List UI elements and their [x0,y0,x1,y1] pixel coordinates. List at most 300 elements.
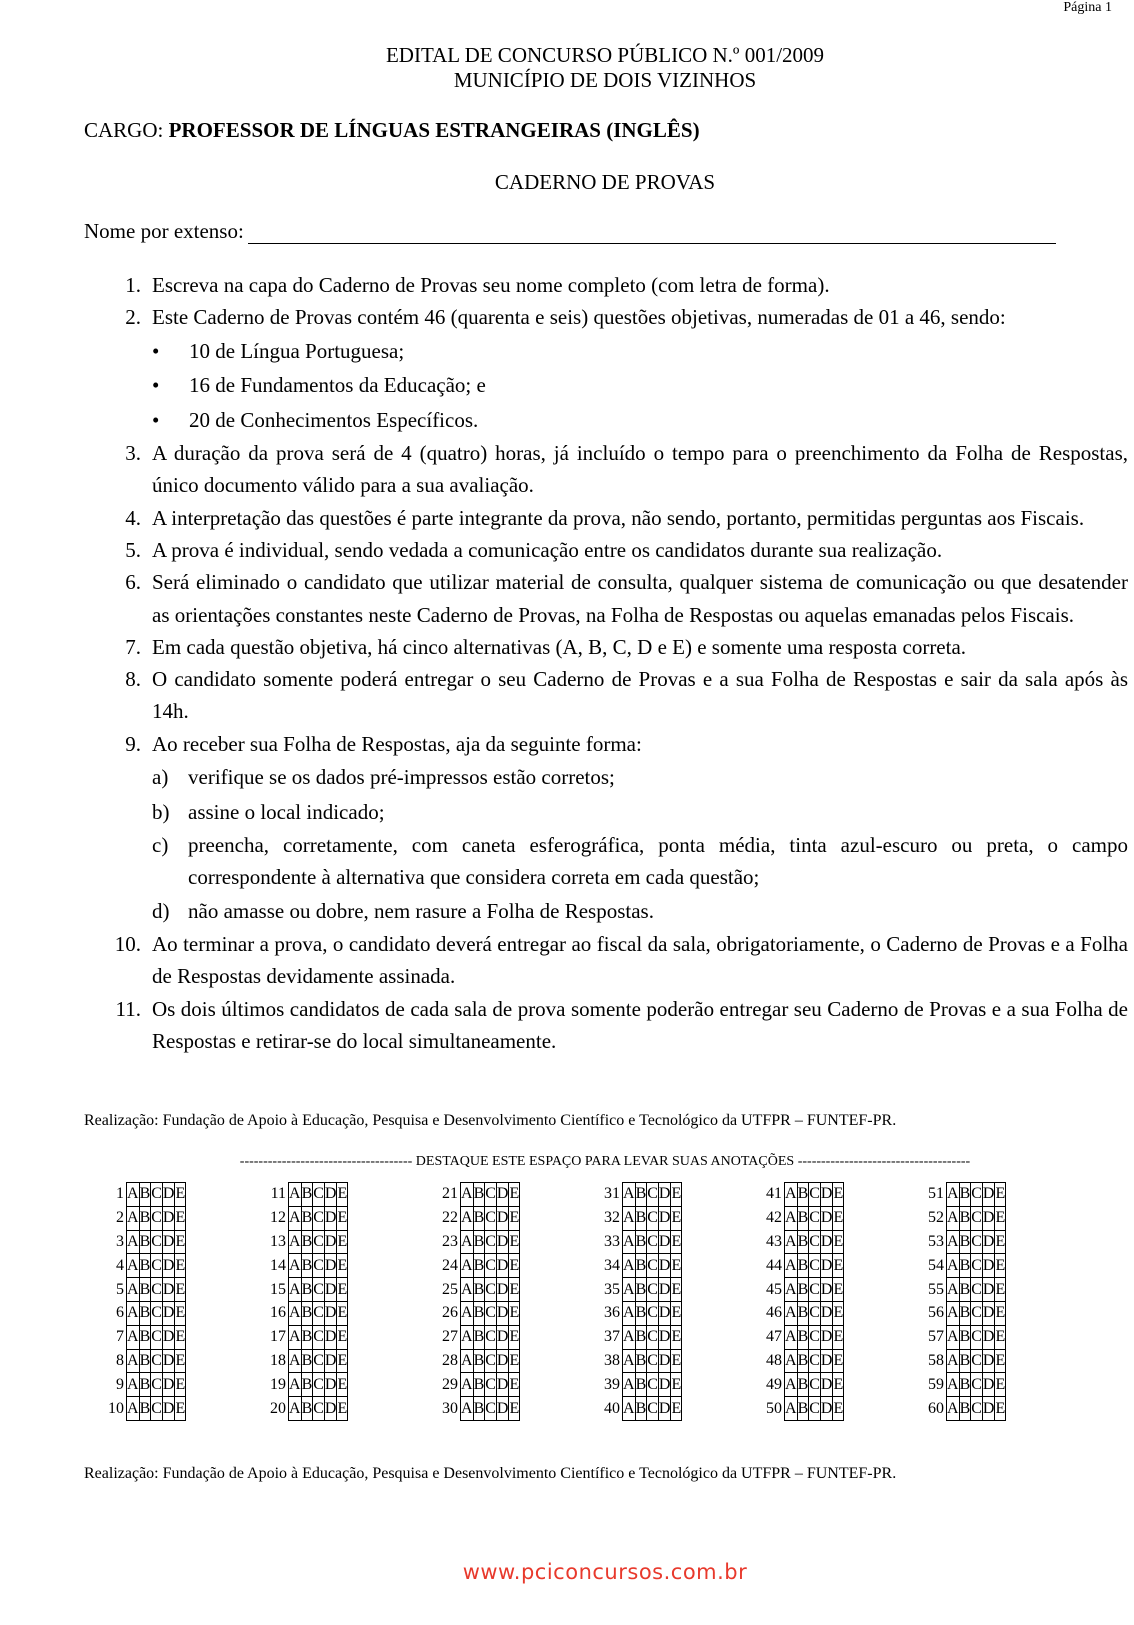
instruction-number: 5. [125,537,141,562]
answer-option: D [324,1373,337,1397]
answer-option: C [647,1397,659,1421]
caderno-title: CADERNO DE PROVAS [494,170,716,194]
answer-option: C [647,1278,659,1302]
question-number: 12 [270,1209,286,1227]
instruction-text: Este Caderno de Provas contém 46 (quarenta e seis) questões objetivas, numeradas de 01 a 46, sendo: [152,305,1006,330]
document-header [0,43,1134,93]
instruction-text: Os dois últimos candidatos de cada sala de prova somente poderão entregar seu Caderno de Provas e a sua Folha de Respostas e retirar-se do local simultaneamente. [152,996,1128,1054]
instruction-number: 4. [125,505,141,530]
answer-option: B [473,1301,485,1325]
answer-option: E [671,1183,682,1207]
answer-option: E [175,1325,186,1349]
answer-option: A [289,1325,302,1349]
instruction-text: A interpretação das questões é parte integrante da prova, não sendo, portanto, permitidas perguntas aos Fiscais. [152,505,1085,530]
answer-option: E [995,1230,1006,1254]
question-number: 19 [270,1375,286,1393]
answer-option: D [496,1349,509,1373]
municipality-name: MUNICÍPIO DE DOIS VIZINHOS [453,68,757,92]
answer-option: E [995,1349,1006,1373]
answer-option: E [671,1278,682,1302]
answer-option: A [461,1278,474,1302]
answer-row [108,1301,186,1325]
question-number: 59 [928,1375,944,1393]
answer-option: B [301,1183,313,1207]
answer-row [108,1206,186,1230]
answer-option: C [809,1325,821,1349]
question-number: 23 [442,1232,458,1250]
answer-row [766,1301,844,1325]
bullet-item [84,403,1128,438]
answer-option: C [971,1278,983,1302]
answer-block [766,1182,844,1421]
answer-option: C [809,1230,821,1254]
answer-row [766,1183,844,1207]
answer-row [604,1183,682,1207]
answer-option: B [635,1301,647,1325]
question-number: 51 [928,1185,944,1203]
answer-option: A [623,1206,636,1230]
question-number: 55 [928,1280,944,1298]
step-text: verifique se os dados pré-impressos estão corretos; [188,765,615,790]
answer-option: B [139,1183,151,1207]
answer-row [442,1325,520,1349]
answer-option: D [324,1278,337,1302]
question-number: 20 [270,1399,286,1417]
answer-option: A [127,1397,140,1421]
answer-row [108,1230,186,1254]
answer-option: E [509,1230,520,1254]
answer-option: B [635,1349,647,1373]
answer-option: D [982,1254,995,1278]
answer-row [442,1206,520,1230]
answer-option: A [623,1183,636,1207]
answer-row [270,1183,348,1207]
answer-option: B [797,1206,809,1230]
answer-option: D [982,1325,995,1349]
answer-option: A [127,1301,140,1325]
answer-option: E [337,1373,348,1397]
answer-option: C [485,1397,497,1421]
answer-option: C [971,1325,983,1349]
answer-option: D [658,1301,671,1325]
answer-option: A [623,1230,636,1254]
answer-option: A [785,1183,798,1207]
answer-row [270,1301,348,1325]
answer-option: B [301,1373,313,1397]
answer-block [270,1182,348,1421]
answer-option: A [461,1254,474,1278]
answer-option: E [671,1254,682,1278]
answer-row [928,1183,1006,1207]
answer-option: A [461,1230,474,1254]
instruction-number: 8. [125,667,141,692]
instruction-item [84,993,1128,1058]
answer-option: B [139,1278,151,1302]
answer-option: D [496,1206,509,1230]
answer-option: E [175,1301,186,1325]
answer-row [270,1325,348,1349]
bullet-mark: • [152,407,160,432]
instruction-number: 9. [125,731,141,756]
answer-option: C [971,1230,983,1254]
answer-option: A [785,1397,798,1421]
answer-option: A [289,1254,302,1278]
answer-option: C [971,1397,983,1421]
answer-option: D [658,1278,671,1302]
answer-option: D [162,1183,175,1207]
answer-option: E [509,1325,520,1349]
answer-option: D [162,1278,175,1302]
answer-row [766,1349,844,1373]
answer-row [766,1206,844,1230]
answer-row [604,1278,682,1302]
bullet-mark: • [152,373,160,398]
answer-row [928,1254,1006,1278]
question-number: 3 [116,1232,124,1250]
answer-row [604,1206,682,1230]
answer-option: C [647,1206,659,1230]
name-field [84,219,1056,244]
answer-option: A [785,1373,798,1397]
step-item [84,829,1128,894]
instruction-number: 1. [125,273,141,297]
answer-option: D [162,1206,175,1230]
answer-option: E [509,1278,520,1302]
question-number: 11 [270,1185,286,1203]
question-number: 48 [766,1351,782,1369]
answer-row [108,1254,186,1278]
answer-option: B [473,1278,485,1302]
answer-row [604,1397,682,1421]
question-number: 40 [604,1399,620,1417]
question-number: 38 [604,1351,620,1369]
answer-option: B [473,1349,485,1373]
answer-row [604,1325,682,1349]
answer-option: C [971,1301,983,1325]
answer-option: A [127,1325,140,1349]
answer-option: E [833,1183,844,1207]
answer-option: E [175,1206,186,1230]
answer-option: A [947,1301,960,1325]
answer-option: B [139,1254,151,1278]
question-number: 29 [442,1375,458,1393]
answer-option: B [139,1349,151,1373]
answer-option: B [139,1206,151,1230]
answer-option: C [809,1278,821,1302]
answer-option: E [337,1325,348,1349]
answer-option: D [496,1278,509,1302]
answer-option: A [289,1397,302,1421]
instruction-number: 11. [115,996,141,1021]
instruction-item [84,502,1128,534]
answer-option: A [127,1278,140,1302]
answer-option: C [313,1230,325,1254]
answer-option: D [324,1230,337,1254]
answer-row [442,1301,520,1325]
answer-row [270,1254,348,1278]
answer-option: A [461,1373,474,1397]
question-number: 31 [604,1185,620,1203]
answer-option: E [337,1206,348,1230]
question-number: 7 [116,1328,124,1346]
question-number: 41 [766,1185,782,1203]
answer-option: D [982,1278,995,1302]
instruction-number: 3. [125,441,141,466]
instruction-item [84,269,1128,301]
question-number: 42 [766,1209,782,1227]
answer-option: C [485,1206,497,1230]
answer-option: D [820,1397,833,1421]
answer-option: D [820,1349,833,1373]
instruction-text: Ao receber sua Folha de Respostas, aja da seguinte forma: [152,731,642,756]
answer-option: A [785,1206,798,1230]
answer-option: B [301,1278,313,1302]
answer-option: C [647,1301,659,1325]
answer-option: B [635,1397,647,1421]
answer-option: D [324,1206,337,1230]
question-number: 27 [442,1328,458,1346]
answer-option: D [982,1349,995,1373]
answer-option: D [162,1349,175,1373]
answer-option: D [162,1230,175,1254]
answer-option: A [289,1230,302,1254]
answer-option: D [982,1206,995,1230]
question-number: 24 [442,1256,458,1274]
question-number: 58 [928,1351,944,1369]
question-number: 46 [766,1304,782,1322]
answer-row [766,1254,844,1278]
answer-option: E [175,1254,186,1278]
answer-row [108,1278,186,1302]
answer-option: A [289,1206,302,1230]
answer-option: D [982,1230,995,1254]
answer-option: B [301,1325,313,1349]
bullet-mark: • [152,338,160,363]
answer-option: B [635,1206,647,1230]
step-item [84,795,1128,830]
answer-option: B [301,1254,313,1278]
bullet-item [84,368,1128,403]
answer-option: C [151,1397,163,1421]
answer-option: A [785,1278,798,1302]
answer-option: E [175,1230,186,1254]
instruction-number: 6. [125,570,141,595]
cargo-value: PROFESSOR DE LÍNGUAS ESTRANGEIRAS (INGLÊS) [168,118,700,142]
question-number: 60 [928,1399,944,1417]
answer-option: E [671,1230,682,1254]
answer-option: B [139,1373,151,1397]
question-number: 49 [766,1375,782,1393]
answer-row [108,1349,186,1373]
bullet-text: 10 de Língua Portuguesa; [189,338,405,363]
answer-option: A [127,1183,140,1207]
answer-row [108,1325,186,1349]
step-text: não amasse ou dobre, nem rasure a Folha de Respostas. [188,898,654,923]
answer-option: E [995,1397,1006,1421]
answer-option: B [797,1325,809,1349]
answer-option: E [833,1206,844,1230]
answer-option: C [971,1254,983,1278]
answer-row [270,1349,348,1373]
answer-option: E [995,1206,1006,1230]
answer-option: D [496,1254,509,1278]
answer-option: C [313,1183,325,1207]
bullet-item [84,334,1128,369]
answer-row [604,1230,682,1254]
answer-option: E [337,1278,348,1302]
answer-row [108,1397,186,1421]
answer-option: E [833,1230,844,1254]
instruction-text: Será eliminado o candidato que utilizar material de consulta, qualquer sistema de comunicação ou que desatender as orientações constantes neste Caderno de Provas, na Folha de Respostas ou aquelas emanadas pelos Fiscais. [152,570,1128,627]
answer-option: B [635,1183,647,1207]
answer-option: C [485,1278,497,1302]
answer-option: D [162,1325,175,1349]
answer-option: A [461,1349,474,1373]
answer-option: C [313,1397,325,1421]
instruction-number: 10. [114,932,141,957]
answer-row [270,1230,348,1254]
answer-option: A [461,1397,474,1421]
answer-option: E [337,1397,348,1421]
answer-option: A [623,1397,636,1421]
answer-option: C [647,1183,659,1207]
step-letter: b) [152,799,170,824]
name-field-label: Nome por extenso: [84,219,244,243]
answer-option: C [485,1325,497,1349]
answer-row [766,1325,844,1349]
answer-option: C [151,1373,163,1397]
answer-option: B [959,1183,971,1207]
answer-row [442,1397,520,1421]
step-item [84,760,1128,795]
answer-option: E [337,1349,348,1373]
answer-row [928,1373,1006,1397]
answer-option: D [658,1373,671,1397]
answer-option: D [658,1230,671,1254]
question-number: 37 [604,1328,620,1346]
answer-row [604,1373,682,1397]
answer-option: C [809,1183,821,1207]
question-number: 47 [766,1328,782,1346]
answer-option: A [127,1349,140,1373]
cargo-line [84,118,700,143]
answer-option: D [324,1183,337,1207]
answer-option: D [982,1373,995,1397]
answer-row [604,1254,682,1278]
answer-option: C [313,1301,325,1325]
answer-row [270,1206,348,1230]
answer-block [442,1182,520,1421]
answer-option: C [809,1349,821,1373]
question-number: 15 [270,1280,286,1298]
answer-option: E [671,1206,682,1230]
instruction-text: A prova é individual, sendo vedada a comunicação entre os candidatos durante sua realização. [152,537,943,562]
answer-option: E [995,1301,1006,1325]
answer-option: A [289,1278,302,1302]
question-number: 9 [116,1375,124,1393]
instruction-item [84,437,1128,502]
answer-option: E [509,1373,520,1397]
answer-option: B [959,1206,971,1230]
answer-option: C [151,1349,163,1373]
answer-option: E [833,1349,844,1373]
answer-option: C [647,1325,659,1349]
answer-option: C [151,1230,163,1254]
answer-option: B [959,1397,971,1421]
instruction-number: 2. [125,305,141,330]
answer-option: D [324,1254,337,1278]
answer-option: C [809,1206,821,1230]
answer-option: D [658,1183,671,1207]
answer-option: E [833,1397,844,1421]
answer-option: D [658,1325,671,1349]
answer-option: E [671,1301,682,1325]
answer-row [270,1278,348,1302]
answer-row [442,1230,520,1254]
answer-option: A [623,1373,636,1397]
answer-option: B [959,1373,971,1397]
answer-option: E [175,1349,186,1373]
answer-option: B [635,1278,647,1302]
answer-option: A [127,1373,140,1397]
answer-option: A [623,1301,636,1325]
answer-option: C [971,1183,983,1207]
answer-option: A [127,1206,140,1230]
answer-option: E [337,1230,348,1254]
answer-option: B [301,1206,313,1230]
answer-option: D [820,1325,833,1349]
answer-option: C [485,1254,497,1278]
answer-option: A [461,1206,474,1230]
question-number: 57 [928,1328,944,1346]
answer-option: D [982,1397,995,1421]
answer-option: C [647,1230,659,1254]
question-number: 36 [604,1304,620,1322]
answer-row [928,1206,1006,1230]
answer-option: C [971,1349,983,1373]
answer-option: C [313,1278,325,1302]
instruction-text: O candidato somente poderá entregar o seu Caderno de Provas e a sua Folha de Respostas e sair da sala após às 14h. [152,667,1128,724]
answer-option: D [820,1373,833,1397]
question-number: 35 [604,1280,620,1298]
answer-option: B [139,1325,151,1349]
answer-row [442,1254,520,1278]
question-number: 53 [928,1232,944,1250]
question-number: 8 [116,1351,124,1369]
footer-url[interactable]: www.pciconcursos.com.br [462,1560,748,1584]
answer-row [270,1397,348,1421]
answer-option: E [509,1397,520,1421]
question-number: 18 [270,1351,286,1369]
answer-option: B [473,1325,485,1349]
answer-option: D [820,1301,833,1325]
answer-option: A [947,1206,960,1230]
answer-option: E [995,1373,1006,1397]
answer-option: B [635,1230,647,1254]
answer-option: C [809,1397,821,1421]
answer-option: B [473,1183,485,1207]
answer-option: A [623,1254,636,1278]
answer-option: E [995,1183,1006,1207]
question-number: 5 [116,1280,124,1298]
instruction-item [84,534,1128,566]
answer-option: E [833,1373,844,1397]
answer-option: D [820,1206,833,1230]
answer-option: A [461,1183,474,1207]
question-number: 14 [270,1256,286,1274]
answer-option: B [473,1206,485,1230]
answer-option: B [959,1230,971,1254]
